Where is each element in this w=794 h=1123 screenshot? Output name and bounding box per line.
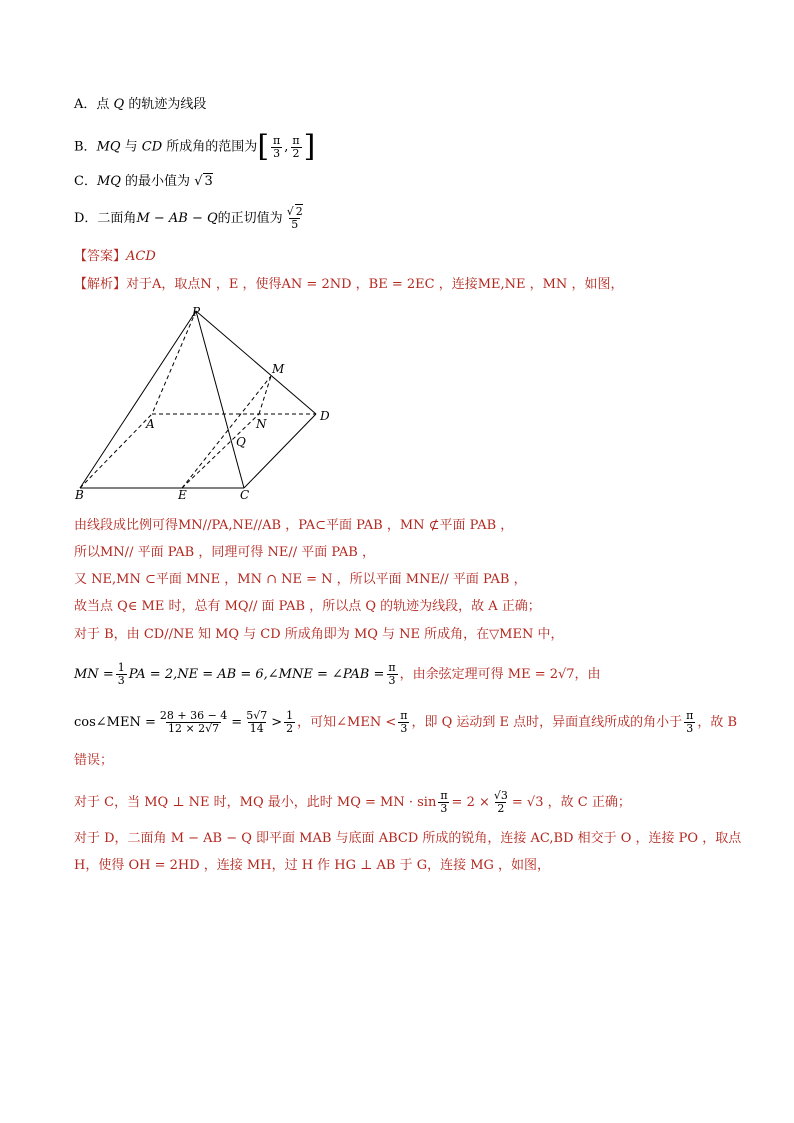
- frac-den: 3: [686, 722, 694, 735]
- l10-b: = 2 ×: [451, 795, 490, 810]
- frac-num: π: [400, 709, 408, 722]
- frac-pi-3: [386, 662, 397, 687]
- option-a: [74, 96, 206, 114]
- option-b-prefix: B．: [74, 139, 97, 155]
- option-a-q: Q: [113, 97, 125, 112]
- option-b: [74, 129, 316, 164]
- segment-mn: [259, 376, 271, 414]
- analysis-line-7: [74, 662, 601, 687]
- frac-num: π: [273, 133, 281, 147]
- edge-pc: [196, 311, 244, 488]
- frac-num: 28 + 36 − 4: [159, 709, 228, 722]
- label-a: A: [146, 417, 155, 431]
- frac-1-2: [284, 710, 295, 735]
- label-d: D: [320, 409, 330, 423]
- l10-a: 对于 C，当 MQ ⊥ NE 时，MQ 最小，此时 MQ = MN · sin: [74, 795, 437, 810]
- frac-pi-3: [398, 710, 409, 735]
- right-bracket: ]: [303, 129, 316, 164]
- l10-c: = √3 ，故 C 正确；: [511, 795, 631, 810]
- segment-ne: [182, 414, 259, 488]
- option-b-cd: CD: [141, 139, 163, 155]
- frac-den: 2: [286, 722, 294, 735]
- option-c-prefix: C．: [74, 174, 97, 189]
- l8-a: cos∠MEN =: [74, 715, 156, 730]
- option-d: [74, 206, 307, 231]
- l8-b: ，可知∠MEN <: [297, 715, 397, 730]
- option-a-prefix: A．点: [74, 97, 114, 112]
- frac-num: 1: [286, 709, 294, 722]
- frac-num: √3: [493, 789, 508, 802]
- l7-a: MN =: [74, 667, 114, 682]
- sqrt-value: 2: [295, 205, 303, 218]
- option-c-rest: 的最小值为: [120, 174, 195, 189]
- option-c-mq: MQ: [96, 174, 121, 189]
- label-p: P: [192, 305, 201, 319]
- analysis-label: 【解析】: [74, 277, 127, 292]
- edge-pb: [80, 311, 196, 488]
- frac-pi-3: [684, 710, 695, 735]
- analysis-line-8: [74, 710, 737, 735]
- frac-num: π: [440, 789, 448, 802]
- frac-den: 5: [291, 218, 299, 231]
- option-c: C．MQ 的最小值为 √ 3: [74, 174, 213, 189]
- option-d-expr: M − AB − Q: [136, 211, 218, 226]
- frac-den: 3: [440, 802, 448, 815]
- l7-c: ，由余弦定理可得 ME = 2√7，由: [399, 667, 601, 682]
- frac-den: 3: [388, 674, 396, 687]
- analysis-text-1: 对于A，取点N ，E ，使得AN = 2ND ，BE = 2EC ，连接ME,NE ，MN ，如图，: [126, 277, 624, 292]
- edge-ba: [80, 414, 152, 488]
- answer-label: 【答案】: [74, 249, 127, 264]
- frac-num: √ 2: [286, 205, 303, 218]
- frac-cos: [158, 710, 229, 735]
- edge-cd: [244, 414, 316, 488]
- analysis-line-9: 错误；: [74, 753, 114, 768]
- analysis-line-6: 对于 B，由 CD//NE 知 MQ 与 CD 所成角即为 MQ 与 NE 所成角，在▽MEN 中，: [74, 627, 564, 642]
- frac-num: π: [686, 709, 694, 722]
- analysis-line-4: 又 NE,MN ⊂平面 MNE ，MN ∩ NE = N ，所以平面 MNE// 平面 PAB ，: [74, 572, 527, 587]
- frac-den: 3: [400, 722, 408, 735]
- frac-den: 2: [292, 146, 300, 160]
- label-c: C: [240, 488, 250, 502]
- edge-pa: [152, 311, 196, 414]
- frac-num: 5√7: [246, 709, 268, 722]
- frac-num: π: [292, 133, 300, 147]
- option-b-mq: MQ: [96, 139, 121, 155]
- pyramid-figure: [74, 302, 344, 502]
- option-c-sqrt-value: 3: [204, 174, 213, 189]
- l8-eq: =: [231, 715, 243, 730]
- frac-pi-3: [438, 790, 449, 815]
- frac-den: 14: [249, 722, 264, 735]
- l7-b: PA = 2,NE = AB = 6,∠MNE = ∠PAB =: [128, 667, 385, 682]
- edge-pd: [196, 311, 316, 414]
- frac-5sqrt7-14: [244, 710, 269, 735]
- l8-c: ，即 Q 运动到 E 点时，异面直线所成的角小于: [411, 715, 683, 730]
- option-d-rest: 的正切值为: [217, 211, 283, 226]
- frac-den: 3: [273, 146, 281, 160]
- option-a-rest: 的轨迹为线段: [124, 97, 207, 112]
- l8-gt: >: [271, 715, 283, 730]
- option-d-prefix: D．二面角: [74, 211, 137, 226]
- analysis-line-12: H，使得 OH = 2HD ，连接 MH，过 H 作 HG ⊥ AB 于 G，连接 MG ，如图，: [74, 858, 551, 873]
- frac-sqrt3-2: [492, 790, 510, 815]
- segment-me: [182, 376, 271, 488]
- answer-line: [74, 248, 156, 266]
- analysis-line-2: 由线段成比例可得MN//PA,NE//AB ，PA⊂平面 PAB ，MN ⊄平面 PAB ，: [74, 518, 514, 533]
- analysis-line-1: [74, 276, 623, 294]
- label-e: E: [178, 488, 187, 502]
- analysis-line-3: 所以MN// 平面 PAB ，同理可得 NE// 平面 PAB ，: [74, 545, 375, 560]
- frac-pi-2: [290, 135, 301, 160]
- label-q: Q: [236, 435, 246, 449]
- left-bracket: [: [257, 129, 270, 164]
- label-n: N: [256, 417, 267, 431]
- frac-pi-3: [271, 135, 282, 160]
- frac-sqrt2-5: [285, 206, 305, 231]
- option-b-mid: 与: [120, 139, 142, 155]
- answer-value: ACD: [126, 249, 156, 264]
- frac-den: 12 × 2√7: [167, 722, 220, 735]
- frac-den: 2: [497, 802, 505, 815]
- frac-num: 1: [117, 661, 125, 674]
- l8-d: ，故 B: [697, 715, 738, 730]
- range-sep: ,: [284, 139, 289, 155]
- analysis-line-10: [74, 790, 631, 815]
- option-b-rest: 所成角的范围为: [162, 139, 258, 155]
- analysis-line-11: 对于 D，二面角 M − AB − Q 即平面 MAB 与底面 ABCD 所成的锐角，连接 AC,BD 相交于 O ，连接 PO ，取点: [74, 831, 742, 846]
- frac-num: π: [388, 661, 396, 674]
- label-m: M: [272, 362, 285, 376]
- analysis-line-5: 故当点 Q∈ ME 时，总有 MQ// 面 PAB ，所以点 Q 的轨迹为线段，故 A 正确；: [74, 599, 541, 614]
- label-b: B: [75, 488, 84, 502]
- frac-1-3: [116, 662, 127, 687]
- frac-den: 3: [117, 674, 125, 687]
